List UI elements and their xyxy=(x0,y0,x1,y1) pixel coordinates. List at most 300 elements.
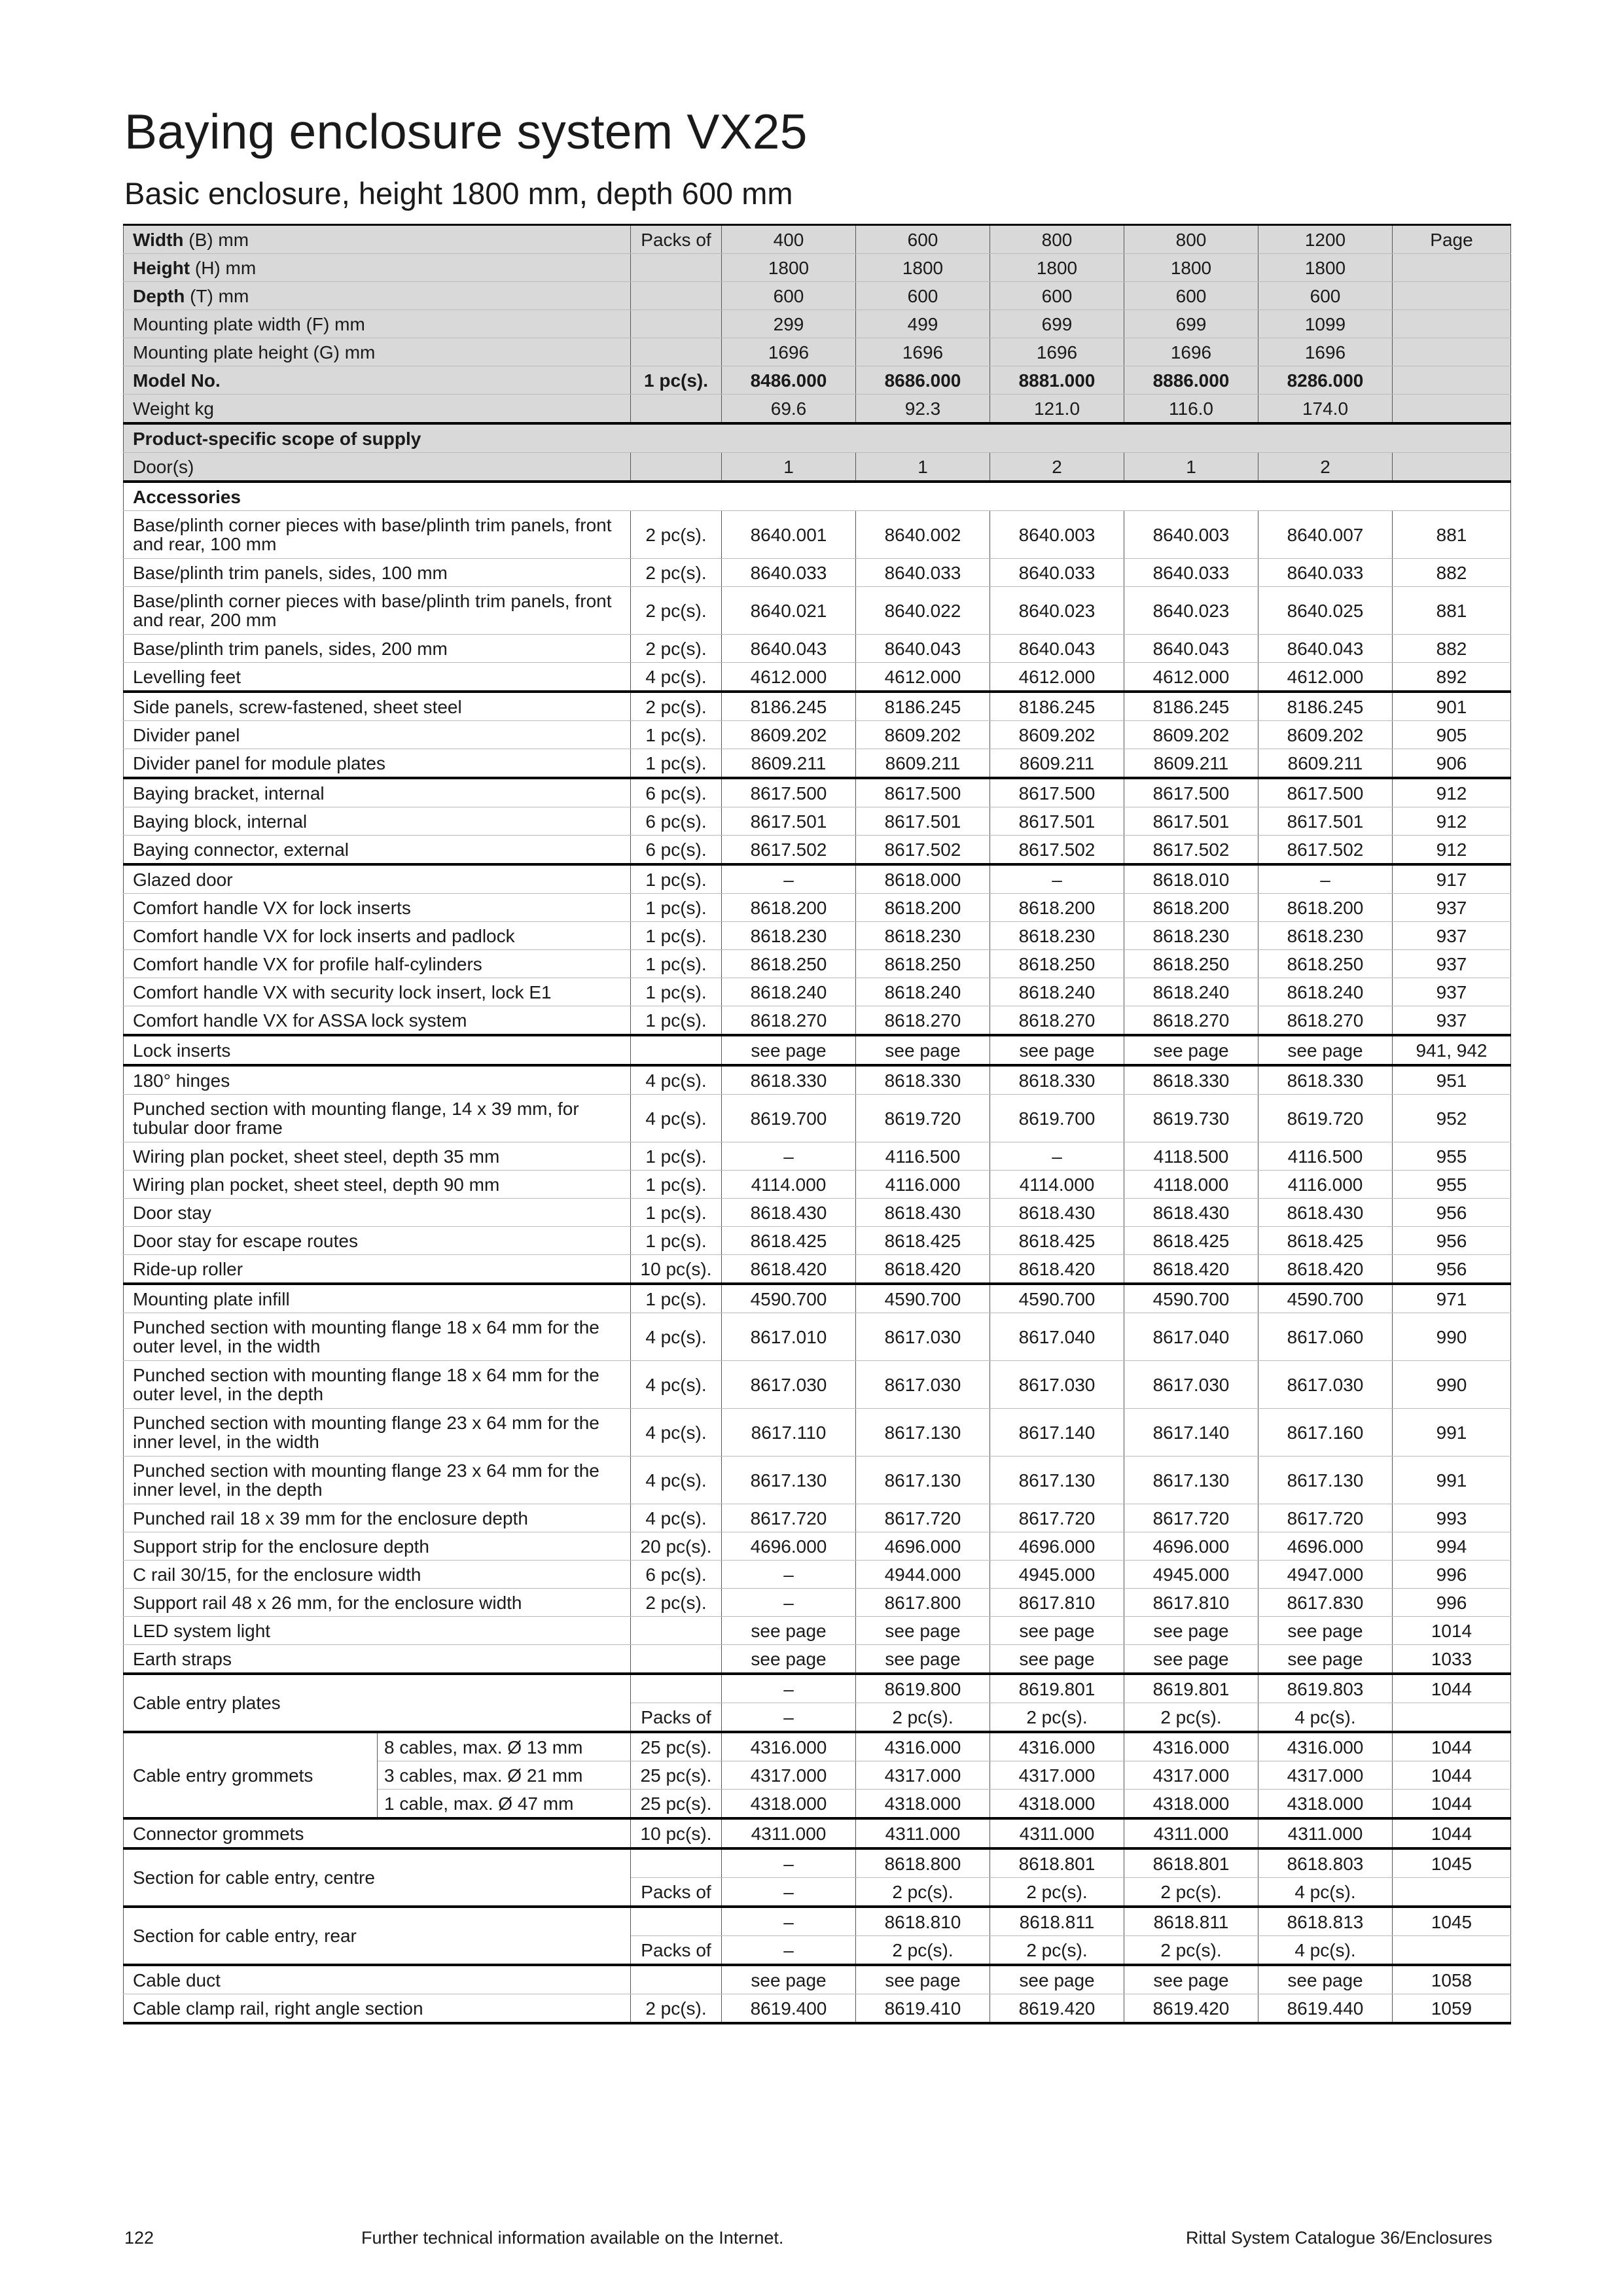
page-cell: 1058 xyxy=(1393,1965,1511,1994)
value-cell: 8617.130 xyxy=(722,1457,856,1504)
value-cell: 8617.502 xyxy=(722,836,856,865)
table-row xyxy=(124,1674,1511,1703)
page-cell: 991 xyxy=(1393,1409,1511,1457)
value-cell: 8619.700 xyxy=(722,1095,856,1142)
value-cell: see page xyxy=(1124,1035,1258,1065)
value-cell: 8618.200 xyxy=(990,894,1124,922)
row-label: Door stay xyxy=(124,1199,631,1227)
value-cell: 8617.130 xyxy=(1258,1457,1393,1504)
value-cell: 8618.330 xyxy=(990,1065,1124,1095)
section-heading: Accessories xyxy=(124,482,1511,511)
row-label: Door stay for escape routes xyxy=(124,1227,631,1255)
table-row xyxy=(124,1504,1511,1532)
packs-cell: 1 pc(s). xyxy=(631,1227,722,1255)
page-cell: 912 xyxy=(1393,778,1511,807)
page-cell: 937 xyxy=(1393,922,1511,950)
value-cell: 8609.211 xyxy=(1258,749,1393,779)
value-cell: 8640.021 xyxy=(722,587,856,635)
row-label: Cable entry grommets xyxy=(124,1732,378,1818)
packs-cell: 1 pc(s). xyxy=(631,366,722,395)
table-row xyxy=(124,1457,1511,1504)
value-cell: 8618.800 xyxy=(856,1848,990,1878)
section-heading: Product-specific scope of supply xyxy=(124,423,1511,453)
row-label: Baying bracket, internal xyxy=(124,778,631,807)
page-cell xyxy=(1393,1936,1511,1966)
value-cell: 8618.270 xyxy=(856,1006,990,1036)
value-cell: see page xyxy=(856,1645,990,1674)
packs-cell xyxy=(631,1674,722,1703)
value-cell: 8618.425 xyxy=(856,1227,990,1255)
value-cell: 8617.810 xyxy=(990,1589,1124,1617)
value-cell: 8618.430 xyxy=(856,1199,990,1227)
table-row xyxy=(124,978,1511,1006)
row-label: Glazed door xyxy=(124,864,631,894)
page-cell: 952 xyxy=(1393,1095,1511,1142)
table-row xyxy=(124,1645,1511,1674)
table-row xyxy=(124,1617,1511,1645)
value-cell: – xyxy=(722,1561,856,1589)
packs-cell: 2 pc(s). xyxy=(631,1589,722,1617)
row-label-bold: Width xyxy=(133,229,184,250)
table-row xyxy=(124,922,1511,950)
value-cell: 8618.430 xyxy=(1258,1199,1393,1227)
value-cell: 8619.803 xyxy=(1258,1674,1393,1703)
value-cell: 8617.140 xyxy=(990,1409,1124,1457)
value-cell: 8640.043 xyxy=(1124,635,1258,663)
value-cell: 8617.720 xyxy=(1124,1504,1258,1532)
row-label-text: (B) mm xyxy=(183,229,249,250)
value-cell: 8186.245 xyxy=(856,692,990,721)
packs-cell: 1 pc(s). xyxy=(631,749,722,779)
packs-cell xyxy=(631,338,722,366)
page-cell: 937 xyxy=(1393,978,1511,1006)
page-cell xyxy=(1393,254,1511,282)
row-label xyxy=(124,395,631,424)
value-cell: 8617.720 xyxy=(990,1504,1124,1532)
packs-cell: 1 pc(s). xyxy=(631,1006,722,1036)
value-cell: 699 xyxy=(990,310,1124,338)
value-cell: 8618.230 xyxy=(990,922,1124,950)
value-cell: 600 xyxy=(1258,282,1393,310)
value-cell: 8618.425 xyxy=(990,1227,1124,1255)
row-label: Cable entry plates xyxy=(124,1674,631,1732)
value-cell: 4311.000 xyxy=(1258,1818,1393,1848)
value-cell: 8618.230 xyxy=(722,922,856,950)
page-cell xyxy=(1393,1703,1511,1733)
row-label: Divider panel xyxy=(124,721,631,749)
row-label: Comfort handle VX for lock inserts xyxy=(124,894,631,922)
row-label: Side panels, screw-fastened, sheet steel xyxy=(124,692,631,721)
value-cell: 2 xyxy=(990,453,1124,482)
value-cell: 800 xyxy=(990,225,1124,254)
value-cell: 4 pc(s). xyxy=(1258,1703,1393,1733)
value-cell: 8640.022 xyxy=(856,587,990,635)
value-cell: – xyxy=(722,1674,856,1703)
table-row xyxy=(124,511,1511,559)
footer-catalogue-text: Rittal System Catalogue 36/Enclosures xyxy=(1186,2228,1493,2248)
value-cell: 8618.803 xyxy=(1258,1848,1393,1878)
table-row xyxy=(124,1907,1511,1936)
table-row xyxy=(124,282,1511,310)
value-cell: – xyxy=(1258,864,1393,894)
row-label: Section for cable entry, centre xyxy=(124,1848,631,1907)
value-cell: 600 xyxy=(856,225,990,254)
table-row xyxy=(124,338,1511,366)
table-row xyxy=(124,1732,1511,1761)
value-cell: 8618.250 xyxy=(1258,950,1393,978)
value-cell: 8617.140 xyxy=(1124,1409,1258,1457)
value-cell: 8618.230 xyxy=(1124,922,1258,950)
value-cell: 8617.830 xyxy=(1258,1589,1393,1617)
value-cell: see page xyxy=(990,1035,1124,1065)
packs-cell: 1 pc(s). xyxy=(631,1284,722,1313)
table-row xyxy=(124,663,1511,692)
value-cell: 8617.501 xyxy=(1124,807,1258,836)
value-cell: 1800 xyxy=(856,254,990,282)
table-row xyxy=(124,559,1511,587)
packs-cell: 1 pc(s). xyxy=(631,1199,722,1227)
value-cell: 8619.700 xyxy=(990,1095,1124,1142)
value-cell: see page xyxy=(1258,1645,1393,1674)
page-cell: 956 xyxy=(1393,1255,1511,1284)
value-cell: 4116.500 xyxy=(1258,1142,1393,1171)
value-cell: 8618.430 xyxy=(1124,1199,1258,1227)
value-cell: 8619.720 xyxy=(856,1095,990,1142)
page-cell: 1045 xyxy=(1393,1907,1511,1936)
value-cell: see page xyxy=(722,1645,856,1674)
table-row xyxy=(124,1142,1511,1171)
row-label: Divider panel for module plates xyxy=(124,749,631,779)
value-cell: 8618.813 xyxy=(1258,1907,1393,1936)
value-cell: 8618.425 xyxy=(722,1227,856,1255)
packs-cell: Packs of xyxy=(631,1878,722,1907)
row-label: Punched rail 18 x 39 mm for the enclosure depth xyxy=(124,1504,631,1532)
row-label: Earth straps xyxy=(124,1645,631,1674)
value-cell: 8617.810 xyxy=(1124,1589,1258,1617)
packs-cell: 4 pc(s). xyxy=(631,1409,722,1457)
value-cell: 8619.801 xyxy=(990,1674,1124,1703)
value-cell: 8617.501 xyxy=(856,807,990,836)
value-cell: 1800 xyxy=(990,254,1124,282)
page-cell: 991 xyxy=(1393,1457,1511,1504)
value-cell: 8618.240 xyxy=(1124,978,1258,1006)
value-cell: – xyxy=(722,1907,856,1936)
value-cell: 4317.000 xyxy=(990,1761,1124,1790)
value-cell: see page xyxy=(722,1617,856,1645)
value-cell: 69.6 xyxy=(722,395,856,424)
value-cell: 4696.000 xyxy=(722,1532,856,1561)
value-cell: 4311.000 xyxy=(1124,1818,1258,1848)
packs-cell: 1 pc(s). xyxy=(631,894,722,922)
table-row xyxy=(124,1095,1511,1142)
table-row xyxy=(124,225,1511,254)
value-cell: 8617.500 xyxy=(1258,778,1393,807)
value-cell: 8617.800 xyxy=(856,1589,990,1617)
table-row xyxy=(124,1199,1511,1227)
row-label: Mounting plate infill xyxy=(124,1284,631,1313)
page-cell: 1044 xyxy=(1393,1790,1511,1819)
value-cell: 2 pc(s). xyxy=(990,1936,1124,1966)
table-row xyxy=(124,1818,1511,1848)
table-row xyxy=(124,1313,1511,1361)
value-cell: 699 xyxy=(1124,310,1258,338)
value-cell: see page xyxy=(990,1645,1124,1674)
page-cell xyxy=(1393,1878,1511,1907)
packs-cell: 1 pc(s). xyxy=(631,1171,722,1199)
value-cell: 174.0 xyxy=(1258,395,1393,424)
row-sublabel: 3 cables, max. Ø 21 mm xyxy=(378,1761,631,1790)
page-cell: 937 xyxy=(1393,894,1511,922)
value-cell: 8617.500 xyxy=(990,778,1124,807)
value-cell: 4944.000 xyxy=(856,1561,990,1589)
page-cell: 956 xyxy=(1393,1199,1511,1227)
row-label: Ride-up roller xyxy=(124,1255,631,1284)
value-cell: 600 xyxy=(856,282,990,310)
page-cell: 990 xyxy=(1393,1361,1511,1409)
page-cell: 993 xyxy=(1393,1504,1511,1532)
table-row xyxy=(124,1532,1511,1561)
value-cell: 8617.160 xyxy=(1258,1409,1393,1457)
row-label: Levelling feet xyxy=(124,663,631,692)
value-cell: 8617.500 xyxy=(722,778,856,807)
value-cell: see page xyxy=(1258,1965,1393,1994)
value-cell: 8640.043 xyxy=(990,635,1124,663)
packs-cell xyxy=(631,310,722,338)
row-label: Comfort handle VX for profile half-cylinders xyxy=(124,950,631,978)
table-row xyxy=(124,1284,1511,1313)
value-cell: 8618.200 xyxy=(1124,894,1258,922)
value-cell: 8618.330 xyxy=(722,1065,856,1095)
value-cell: 4696.000 xyxy=(1258,1532,1393,1561)
row-label: Comfort handle VX with security lock insert, lock E1 xyxy=(124,978,631,1006)
value-cell: 1696 xyxy=(990,338,1124,366)
value-cell: 4590.700 xyxy=(856,1284,990,1313)
page-cell xyxy=(1393,310,1511,338)
value-cell: 8618.270 xyxy=(722,1006,856,1036)
table-row xyxy=(124,1035,1511,1065)
table-row xyxy=(124,1589,1511,1617)
value-cell: 4317.000 xyxy=(856,1761,990,1790)
value-cell: 8619.440 xyxy=(1258,1994,1393,2024)
row-label xyxy=(124,225,631,254)
value-cell: 1696 xyxy=(722,338,856,366)
value-cell: 600 xyxy=(990,282,1124,310)
value-cell: 4118.500 xyxy=(1124,1142,1258,1171)
value-cell: 1099 xyxy=(1258,310,1393,338)
value-cell: 2 pc(s). xyxy=(856,1878,990,1907)
page-cell: 996 xyxy=(1393,1589,1511,1617)
packs-cell: 6 pc(s). xyxy=(631,836,722,865)
value-cell: 8640.002 xyxy=(856,511,990,559)
row-label: Support strip for the enclosure depth xyxy=(124,1532,631,1561)
value-cell: 1696 xyxy=(856,338,990,366)
table-row xyxy=(124,950,1511,978)
page-cell: 1044 xyxy=(1393,1732,1511,1761)
row-label: Comfort handle VX for ASSA lock system xyxy=(124,1006,631,1036)
packs-cell: 1 pc(s). xyxy=(631,721,722,749)
table-row xyxy=(124,1409,1511,1457)
value-cell: 8618.810 xyxy=(856,1907,990,1936)
value-cell: 8618.250 xyxy=(722,950,856,978)
page-cell: 955 xyxy=(1393,1171,1511,1199)
packs-cell: 4 pc(s). xyxy=(631,1457,722,1504)
table-row xyxy=(124,1065,1511,1095)
value-cell: see page xyxy=(856,1035,990,1065)
table-row xyxy=(124,635,1511,663)
value-cell: 4118.000 xyxy=(1124,1171,1258,1199)
table-row xyxy=(124,1171,1511,1199)
table-row xyxy=(124,1848,1511,1878)
table-row xyxy=(124,310,1511,338)
value-cell: – xyxy=(990,1142,1124,1171)
row-label-bold: Model No. xyxy=(133,370,221,391)
row-label: Punched section with mounting flange 18 x 64 mm for the outer level, in the depth xyxy=(124,1361,631,1409)
value-cell: 8640.003 xyxy=(990,511,1124,559)
page-cell: 901 xyxy=(1393,692,1511,721)
value-cell: – xyxy=(990,864,1124,894)
value-cell: 8640.043 xyxy=(722,635,856,663)
row-label: Punched section with mounting flange 23 x 64 mm for the inner level, in the depth xyxy=(124,1457,631,1504)
packs-cell: 6 pc(s). xyxy=(631,1561,722,1589)
row-label-bold: Depth xyxy=(133,285,185,306)
value-cell: 8617.130 xyxy=(990,1457,1124,1504)
row-label: Door(s) xyxy=(124,453,631,482)
value-cell: 8617.130 xyxy=(856,1409,990,1457)
value-cell: 8617.110 xyxy=(722,1409,856,1457)
value-cell: – xyxy=(722,1848,856,1878)
value-cell: 4317.000 xyxy=(1124,1761,1258,1790)
row-label: Comfort handle VX for lock inserts and padlock xyxy=(124,922,631,950)
value-cell: 8617.040 xyxy=(990,1313,1124,1361)
page-cell: 1059 xyxy=(1393,1994,1511,2024)
packs-cell: 2 pc(s). xyxy=(631,559,722,587)
value-cell: 8618.420 xyxy=(1124,1255,1258,1284)
table-row xyxy=(124,778,1511,807)
value-cell: 8618.330 xyxy=(856,1065,990,1095)
table-row xyxy=(124,1965,1511,1994)
value-cell: 8640.043 xyxy=(1258,635,1393,663)
value-cell: 4311.000 xyxy=(990,1818,1124,1848)
table-row xyxy=(124,1255,1511,1284)
footer-page-number: 122 xyxy=(124,2228,154,2248)
value-cell: 8186.245 xyxy=(1258,692,1393,721)
value-cell: 1200 xyxy=(1258,225,1393,254)
value-cell: 8617.040 xyxy=(1124,1313,1258,1361)
packs-cell xyxy=(631,254,722,282)
value-cell: 8640.007 xyxy=(1258,511,1393,559)
value-cell: 4947.000 xyxy=(1258,1561,1393,1589)
value-cell: 8640.023 xyxy=(1124,587,1258,635)
row-label: Base/plinth corner pieces with base/plinth trim panels, front and rear, 100 mm xyxy=(124,511,631,559)
page-cell: Page xyxy=(1393,225,1511,254)
packs-cell xyxy=(631,1907,722,1936)
value-cell: 8617.030 xyxy=(1258,1361,1393,1409)
value-cell: 8618.425 xyxy=(1124,1227,1258,1255)
packs-cell xyxy=(631,1645,722,1674)
value-cell: 1 xyxy=(722,453,856,482)
value-cell: 8609.211 xyxy=(990,749,1124,779)
page-cell: 912 xyxy=(1393,807,1511,836)
packs-cell: 1 pc(s). xyxy=(631,922,722,950)
value-cell: 8618.430 xyxy=(722,1199,856,1227)
value-cell: 8618.250 xyxy=(856,950,990,978)
page-cell: 1044 xyxy=(1393,1761,1511,1790)
value-cell: see page xyxy=(990,1617,1124,1645)
page-cell: 956 xyxy=(1393,1227,1511,1255)
page-cell: 905 xyxy=(1393,721,1511,749)
value-cell: 8186.245 xyxy=(722,692,856,721)
value-cell: 8686.000 xyxy=(856,366,990,395)
page-cell: 1033 xyxy=(1393,1645,1511,1674)
row-label: LED system light xyxy=(124,1617,631,1645)
value-cell: 92.3 xyxy=(856,395,990,424)
value-cell: 8618.230 xyxy=(1258,922,1393,950)
value-cell: – xyxy=(722,1589,856,1617)
value-cell: see page xyxy=(1124,1645,1258,1674)
row-label-bold: Height xyxy=(133,257,190,278)
value-cell: 2 pc(s). xyxy=(1124,1936,1258,1966)
page-cell: 937 xyxy=(1393,950,1511,978)
value-cell: 8609.202 xyxy=(1124,721,1258,749)
value-cell: see page xyxy=(1124,1617,1258,1645)
packs-cell: 1 pc(s). xyxy=(631,950,722,978)
row-label-text: (H) mm xyxy=(190,257,257,278)
row-label: Wiring plan pocket, sheet steel, depth 35 mm xyxy=(124,1142,631,1171)
value-cell: 8617.010 xyxy=(722,1313,856,1361)
value-cell: 4317.000 xyxy=(1258,1761,1393,1790)
table-row xyxy=(124,453,1511,482)
page-cell xyxy=(1393,395,1511,424)
value-cell: 8618.420 xyxy=(856,1255,990,1284)
row-label xyxy=(124,310,631,338)
table-row xyxy=(124,1994,1511,2024)
value-cell: 4696.000 xyxy=(856,1532,990,1561)
packs-cell: 4 pc(s). xyxy=(631,1504,722,1532)
value-cell: 8617.502 xyxy=(990,836,1124,865)
page-cell: 941, 942 xyxy=(1393,1035,1511,1065)
value-cell: 4116.000 xyxy=(856,1171,990,1199)
value-cell: 8618.420 xyxy=(990,1255,1124,1284)
value-cell: 8618.811 xyxy=(990,1907,1124,1936)
packs-cell xyxy=(631,282,722,310)
packs-cell: 10 pc(s). xyxy=(631,1255,722,1284)
value-cell: 4696.000 xyxy=(1124,1532,1258,1561)
table-row xyxy=(124,1006,1511,1036)
row-label: Baying connector, external xyxy=(124,836,631,865)
page-cell: 1045 xyxy=(1393,1848,1511,1878)
value-cell: 499 xyxy=(856,310,990,338)
value-cell: 600 xyxy=(722,282,856,310)
value-cell: 8617.501 xyxy=(722,807,856,836)
value-cell: 8618.200 xyxy=(856,894,990,922)
row-label: Connector grommets xyxy=(124,1818,631,1848)
value-cell: 4945.000 xyxy=(990,1561,1124,1589)
value-cell: 2 pc(s). xyxy=(1124,1878,1258,1907)
packs-cell: 20 pc(s). xyxy=(631,1532,722,1561)
value-cell: 8618.240 xyxy=(722,978,856,1006)
table-row xyxy=(124,749,1511,779)
value-cell: 1800 xyxy=(1124,254,1258,282)
value-cell: 8618.420 xyxy=(722,1255,856,1284)
packs-cell xyxy=(631,1965,722,1994)
value-cell: 1800 xyxy=(722,254,856,282)
value-cell: 4590.700 xyxy=(1124,1284,1258,1313)
value-cell: 8617.720 xyxy=(856,1504,990,1532)
row-label: Baying block, internal xyxy=(124,807,631,836)
value-cell: 8617.720 xyxy=(1258,1504,1393,1532)
page-cell: 937 xyxy=(1393,1006,1511,1036)
row-label-text: Mounting plate height (G) mm xyxy=(133,342,376,362)
